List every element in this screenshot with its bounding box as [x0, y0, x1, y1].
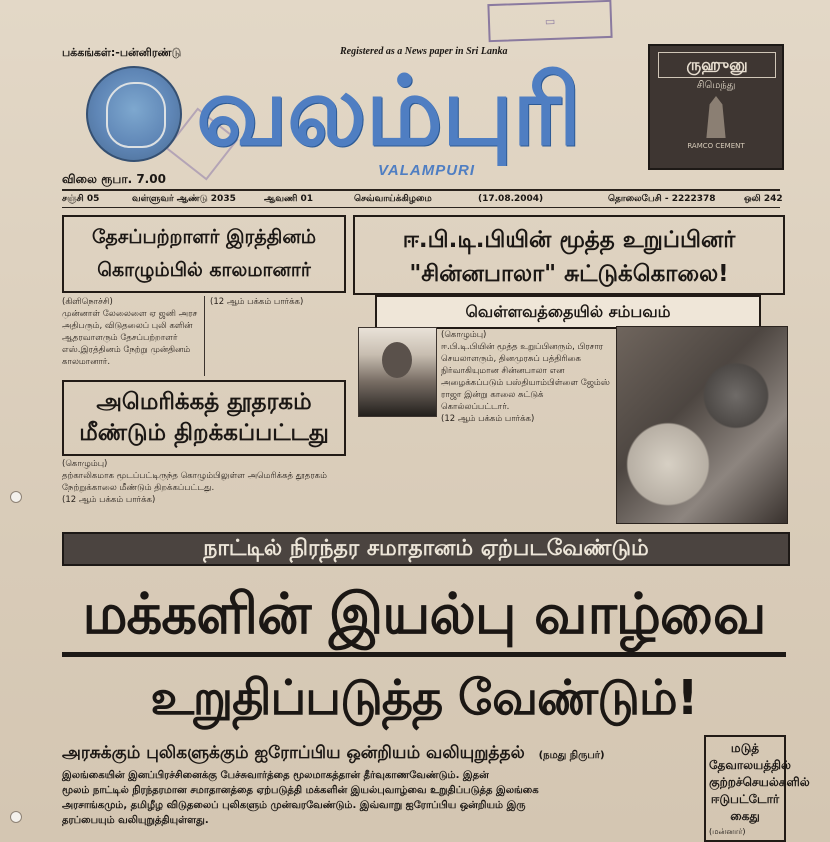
- registration-note: Registered as a News paper in Sri Lanka: [340, 46, 508, 57]
- top-story-subhead: வெள்ளவத்தையில் சம்பவம்: [375, 295, 761, 329]
- right-story-headline: மடுத் தேவாலயத்தில் குற்றச்செயல்களில் ஈடுபட்டோர் கைது: [709, 741, 810, 823]
- info-item: செவ்வாய்க்கிழமை: [354, 194, 432, 204]
- header-rule-2: [62, 207, 780, 208]
- library-stamp: [487, 0, 612, 42]
- masthead-title: வலம்புரி: [196, 56, 581, 166]
- header-rule: [62, 189, 780, 191]
- top-story-column: [441, 329, 611, 425]
- top-story-dateline: (கொழும்பு): [441, 330, 487, 340]
- masthead-subtitle: VALAMPURI: [378, 162, 476, 179]
- bottom-story-credit: (நமது நிருபர்): [538, 750, 605, 761]
- left-headline-line2: கொழும்பில் காலமானார்: [97, 259, 311, 281]
- info-item: (17.08.2004): [478, 194, 544, 204]
- second-story-headline-line1: அமெரிக்கத் தூதரகம்: [96, 389, 312, 415]
- info-item: வள்ளுவர் ஆண்டு 2035: [132, 194, 236, 204]
- bottom-story-headline-text: அரசுக்கும் புலிகளுக்கும் ஐரோப்பிய ஒன்றியம் வலியுறுத்தல்: [62, 743, 525, 763]
- ad-brand: ருஹுனு: [658, 52, 776, 78]
- bottom-story-line4: தரப்பையும் வலியுறுத்தியுள்ளது.: [62, 815, 209, 826]
- left-story-continued: (12 ஆம் பக்கம் பார்க்க): [210, 297, 304, 307]
- left-story-dateline: (கிளிநொச்சி): [62, 297, 113, 307]
- conch-shape-icon: [106, 82, 166, 148]
- binding-hole: [10, 811, 22, 823]
- bottom-story-headline: [62, 738, 692, 768]
- ad-footer: RAMCO CEMENT: [687, 142, 745, 150]
- top-story-headline-line1: ஈ.பி.டி.பியின் மூத்த உறுப்பினர்: [402, 227, 736, 253]
- ad-tagline: சிமெந்து: [696, 80, 736, 91]
- left-headline-box: [62, 215, 346, 293]
- right-story-box: [704, 735, 810, 842]
- info-item: ஆவணி 01: [264, 194, 314, 204]
- portrait-photo: [358, 327, 437, 417]
- bottom-story-line3: அரசாங்கமும், தமிழீழ விடுதலைப் புலிகளும் முன்வரவேண்டும். இவ்வாறு ஐரோப்பிய ஒன்றியம் இரு: [62, 800, 526, 811]
- second-story-headline-line2: மீண்டும் திறக்கப்பட்டது: [79, 420, 329, 446]
- second-story-headline-box: [62, 380, 346, 456]
- conch-emblem-icon: [86, 66, 182, 162]
- second-story-dateline: (கொழும்பு): [62, 459, 108, 469]
- temple-icon: [700, 96, 732, 138]
- right-story-note: (மன்னார்): [709, 827, 746, 836]
- info-item: தொலைபேசி - 2222378: [608, 194, 716, 204]
- info-item: ஒலி 242: [744, 194, 783, 204]
- top-story-continued: (12 ஆம் பக்கம் பார்க்க): [441, 414, 535, 424]
- main-banner: நாட்டில் நிரந்தர சமாதானம் ஏற்படவேண்டும்: [62, 532, 790, 566]
- second-story-body: தற்காலிகமாக மூடப்பட்டிருந்த கொழும்பிலுள்ள அமெரிக்கத் தூதரகம் நேற்றுக்காலை மீண்டும் திறக்கப்பட்டது.: [62, 471, 327, 493]
- top-story-headline-line2: "சின்னபாலா" சுட்டுக்கொலை!: [409, 261, 729, 287]
- main-headline-line1: மக்களின் இயல்பு வாழ்வை: [82, 582, 766, 647]
- column-divider: [204, 296, 205, 376]
- second-story-continued: (12 ஆம் பக்கம் பார்க்க): [62, 495, 156, 505]
- binding-hole: [10, 491, 22, 503]
- cement-advertisement: [648, 44, 784, 170]
- portrait-face-icon: [382, 342, 412, 378]
- left-story-body: முன்னாள் லேலைளை ஏ ஜனி அரச அதிபரும், விடுதலைப் புலி களின் ஆதரவாளரும் தேசப்பற்றாளர் எஸ்.இரத்தினம் நேற்று முன்தினம் காலமானார்.: [62, 309, 198, 367]
- main-headline-line2: உறுதிப்படுத்த வேண்டும்!: [150, 670, 698, 726]
- main-headline-rule: [62, 652, 786, 657]
- stamp-icon: ▭: [544, 14, 556, 28]
- issue-info-strip: [62, 193, 783, 208]
- top-story-body: ஈ.பி.டி.பியின் மூத்த உறுப்பினரும், பிரசார செயலாளரும், தினமுரசுப் பத்திரிகை நிர்வாகியுமான சின்னபாலா என அழைக்கப்படும் பஸ்தியாம்பிள்ளை ஜேம்ஸ் ராஜா இன்று காலை சுட்டுக் கொல்லப்பட்டார்.: [441, 342, 610, 412]
- bottom-story-line2: மூலம் நாட்டில் நிரந்தரமான சமாதானத்தை ஏற்படுத்தி மக்களின் இயல்புவாழ்வை உறுதிப்படுத்த இலங்கை: [62, 785, 539, 796]
- left-story-column-1: [62, 296, 198, 368]
- second-story-column: [62, 458, 346, 506]
- info-item: சஞ்சி 05: [62, 194, 100, 204]
- crime-scene-photo: [616, 326, 788, 524]
- left-headline-line1: தேசப்பற்றாளர் இரத்தினம்: [91, 226, 317, 248]
- pages-label: பக்கங்கள்:-பன்னிரண்டு: [62, 46, 182, 59]
- bottom-story-body: [62, 768, 692, 828]
- left-story-column-2: [210, 296, 346, 308]
- bottom-story-line1: இலங்கையின் இனப்பிரச்சினைக்கு பேச்சுவார்த்தை மூலமாகத்தான் தீர்வுகாணவேண்டும். இதன்: [62, 770, 489, 781]
- price-label: விலை ரூபா. 7.00: [62, 172, 166, 186]
- top-story-headline-box: [353, 215, 785, 295]
